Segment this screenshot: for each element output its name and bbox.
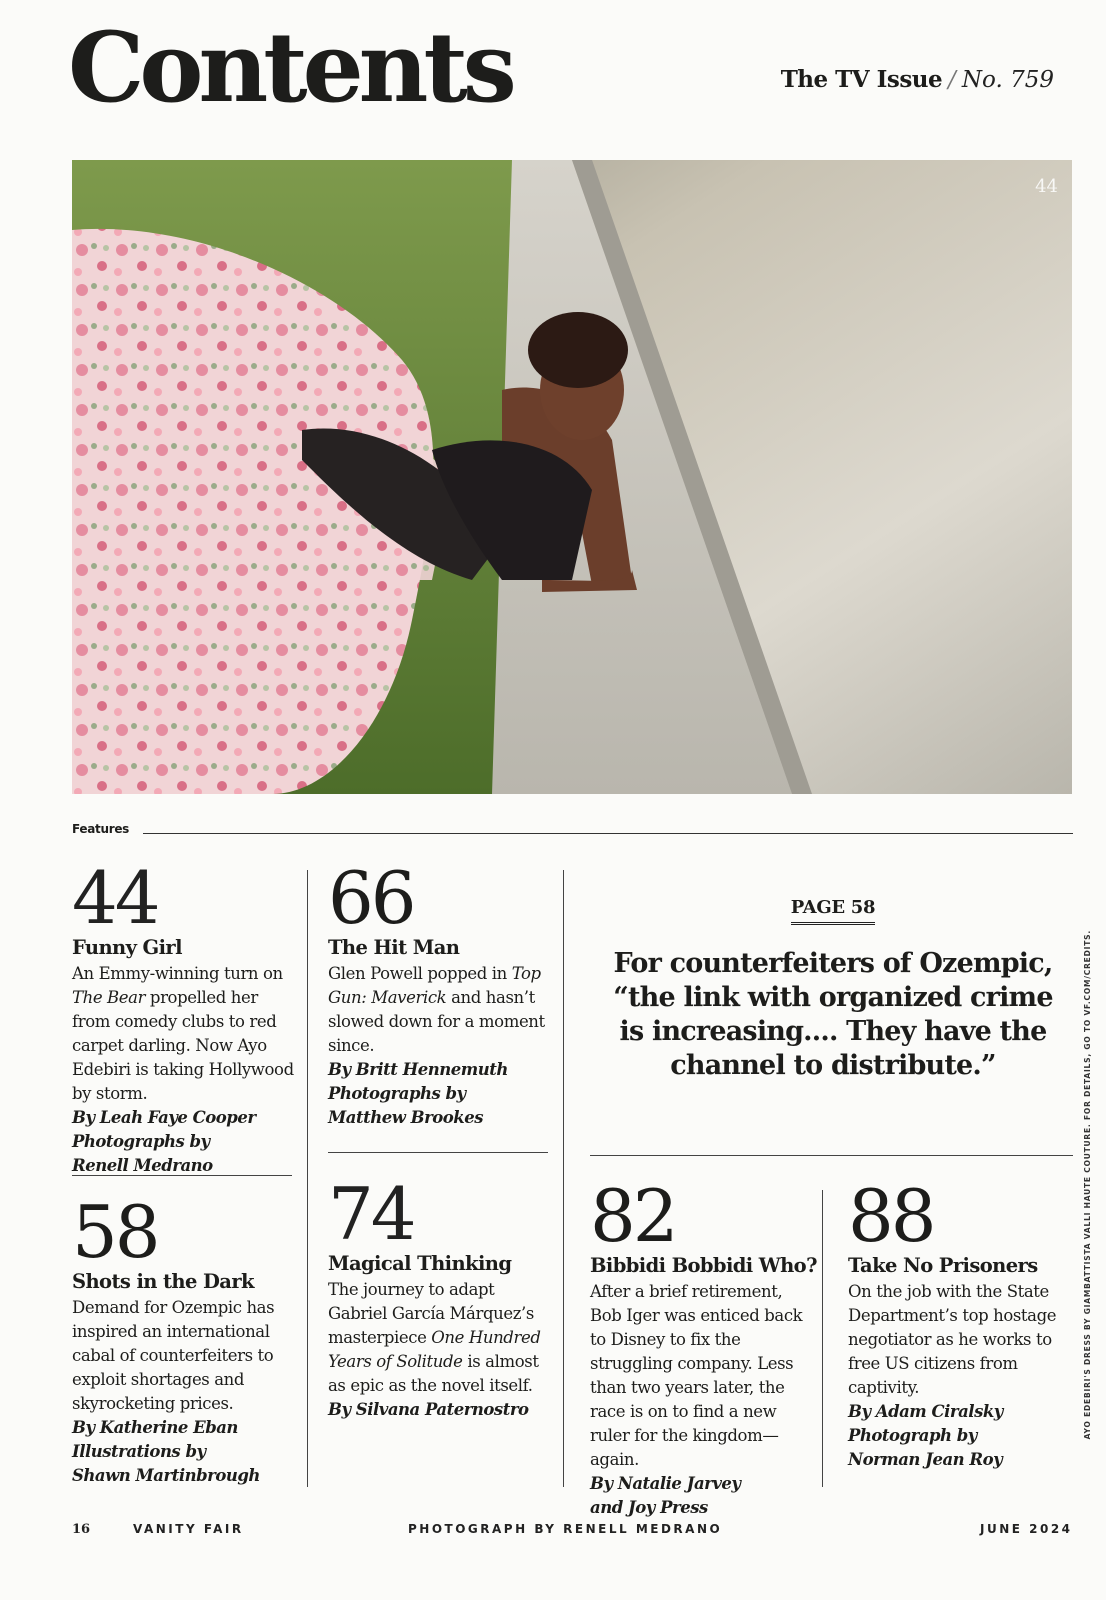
feature-page-number: 66 [328, 856, 414, 940]
issue-number: No. 759 [961, 67, 1054, 93]
feature-page-number: 82 [590, 1174, 676, 1258]
pull-quote-page-ref[interactable]: PAGE 58 [791, 897, 876, 925]
feature-page-number: 88 [848, 1174, 934, 1258]
feature-description: On the job with the State Department’s top hostage negotiator as he works to free US citizens from captivity. [848, 1282, 1057, 1397]
row-divider [328, 1152, 548, 1153]
pull-quote-text: For counterfeiters of Ozempic, “the link with organized crime is increasing.... They have the channel to distribute.” [613, 948, 1053, 1081]
issue-label [781, 66, 1054, 93]
feature-byline: By Natalie Jarvey [590, 1474, 741, 1493]
feature-page-number: 74 [328, 1172, 414, 1256]
feature-byline: By Leah Faye Cooper [72, 1108, 256, 1127]
feature-title[interactable]: Take No Prisoners [848, 1254, 1038, 1277]
feature-byline: By Britt Hennemuth [328, 1060, 508, 1079]
page-title: Contents [68, 11, 512, 124]
feature-byline: Matthew Brookes [328, 1108, 484, 1127]
hero-page-number: 44 [1035, 176, 1058, 197]
hero-photograph [72, 160, 1072, 794]
feature-description: An Emmy-winning turn on The Bear propelled her from comedy clubs to red carpet darling. Now Ayo Edebiri is taking Hollywood by storm. [72, 964, 294, 1103]
feature-description: The journey to adapt Gabriel García Márquez’s masterpiece One Hundred Years of Solitude is almost as epic as the novel itself. [328, 1280, 541, 1395]
credit-line: AYO EDEBIRI'S DRESS BY GIAMBATTISTA VALLI HAUTE COUTURE. FOR DETAILS, GO TO VF.COM/CREDITS. [1082, 930, 1092, 1440]
feature-page-number: 58 [72, 1190, 158, 1274]
pull-quote [598, 897, 1068, 1083]
feature-description: After a brief retirement, Bob Iger was enticed back to Disney to fix the struggling company. Less than two years later, the race is on to find a new ruler for the kingdom—again. [590, 1282, 803, 1469]
feature-item[interactable] [590, 1174, 817, 1520]
column-divider [563, 870, 564, 1487]
feature-description: Glen Powell popped in Top Gun: Maverick and hasn’t slowed down for a moment since. [328, 964, 545, 1055]
feature-description: Demand for Ozempic has inspired an international cabal of counterfeiters to exploit shortages and skyrocketing prices. [72, 1298, 275, 1413]
feature-title[interactable]: Magical Thinking [328, 1252, 512, 1275]
section-divider [143, 833, 1073, 834]
feature-page-number: 44 [72, 856, 158, 940]
feature-item[interactable] [328, 1172, 543, 1422]
feature-item[interactable] [72, 856, 297, 1178]
feature-byline: By Silvana Paternostro [328, 1400, 529, 1419]
issue-separator: / [948, 67, 956, 93]
feature-byline: By Katherine Eban [72, 1418, 238, 1437]
feature-byline: Illustrations by [72, 1442, 206, 1461]
feature-title[interactable]: Funny Girl [72, 936, 182, 959]
feature-byline: Photographs by [72, 1132, 210, 1151]
feature-byline: Shawn Martinbrough [72, 1466, 260, 1485]
feature-byline: Photographs by [328, 1084, 466, 1103]
feature-item[interactable] [328, 856, 553, 1130]
issue-name: The TV Issue [780, 66, 943, 93]
feature-item[interactable] [72, 1190, 302, 1488]
feature-title[interactable]: The Hit Man [328, 936, 460, 959]
feature-byline: Photograph by [848, 1426, 977, 1445]
feature-title[interactable]: Bibbidi Bobbidi Who? [590, 1254, 817, 1277]
section-label: Features [72, 822, 130, 836]
row-divider [590, 1155, 1073, 1156]
column-divider [307, 870, 308, 1487]
feature-byline: Norman Jean Roy [848, 1450, 1003, 1469]
column-divider [822, 1190, 823, 1487]
footer-photo-credit: PHOTOGRAPH BY RENELL MEDRANO [408, 1522, 723, 1536]
feature-title[interactable]: Shots in the Dark [72, 1270, 254, 1293]
feature-item[interactable] [848, 1174, 1073, 1472]
photo-credit-vertical [1076, 840, 1098, 1530]
footer-page-number: 16 [72, 1522, 91, 1537]
feature-byline: Renell Medrano [72, 1156, 213, 1175]
feature-byline: By Adam Ciralsky [848, 1402, 1003, 1421]
feature-byline: and Joy Press [590, 1498, 708, 1517]
footer-magazine-name: VANITY FAIR [133, 1522, 244, 1536]
footer-date: JUNE 2024 [980, 1522, 1073, 1536]
hero-photo-illustration [72, 160, 1072, 794]
